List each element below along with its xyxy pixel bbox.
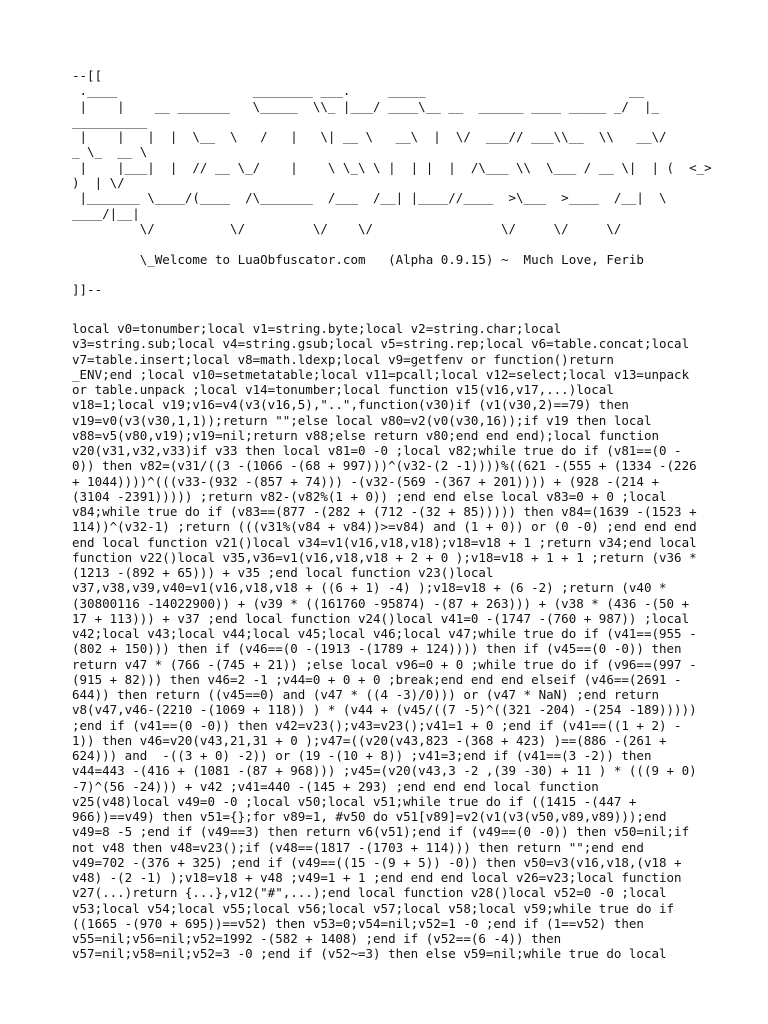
banner-line: |_______ \____/(____ /\_______ /___ /__| |____//____ >\___ >____ /__| \ [72, 190, 667, 206]
code-line: (802 + 150))) then if (v46==(0 -(1913 -(1789 + 124)))) then if (v45==(0 -0)) then [72, 641, 682, 657]
code-line: v18=1;local v19;v16=v4(v3(v16,5),"..",function(v30)if (v1(v30,2)==79) then [72, 397, 629, 413]
obfuscated-code-block [72, 321, 708, 962]
code-line: not v48 then v48=v23();if (v48==(1817 -(1703 + 114))) then return "";end end [72, 839, 644, 855]
banner-line: | |___| | // __ \_/ | \ \_\ \ | | | | /\___ \\ \___ / __ \| | ( <_> [72, 159, 712, 175]
code-line: v25(v48)local v49=0 -0 ;local v50;local v51;while true do if ((1415 -(447 + [72, 793, 637, 809]
code-line: return v47 * (766 -(745 + 21)) ;else local v96=0 + 0 ;while true do if (v96==(997 - [72, 656, 697, 672]
code-line: 644)) then return ((v45==0) and (v47 * ((4 -3)/0))) or (v47 * NaN) ;end return [72, 687, 659, 702]
code-line: v57=nil;v58=nil;v52=3 -0 ;end if (v52~=3) then else v59=nil;while true do local [72, 946, 667, 962]
banner-line: __________ [72, 113, 148, 129]
code-line: v37,v38,v39,v40=v1(v16,v18,v18 + ((6 + 1) -4) );v18=v18 + (6 -2) ;return (v40 * [72, 580, 667, 596]
code-line: (3104 -2391))))) ;return v82-(v82%(1 + 0)) ;end end else local v83=0 + 0 ;local [72, 488, 667, 504]
banner-line: .____ ________ ___. _____ __ [72, 83, 644, 99]
code-line: v48) -(2 -1) );v18=v18 + v48 ;v49=1 + 1 ;end end end local v26=v23;local function [72, 870, 682, 885]
code-line: ;end if (v41==(0 -0)) then v42=v23();v43=v23();v41=1 + 0 ;end if (v41==((1 + 2) - [72, 717, 682, 733]
code-line: 624))) and -((3 + 0) -2)) or (19 -(10 + 8)) ;v41=3;end if (v41==(3 -2)) then [72, 748, 652, 763]
code-line: 114))^(v32-1) ;return (((v31%(v84 + v84))>=v84) and (1 + 0)) or (0 -0) ;end end end [72, 519, 697, 535]
code-line: (30800116 -14022900)) + (v39 * ((161760 -95874) -(87 + 263))) + (v38 * (436 -(50 + [72, 595, 690, 611]
code-line: v44=443 -(416 + (1081 -(87 + 968))) ;v45=(v20(v43,3 -2 ,(39 -30) + 11 ) * (((9 + 0) [72, 763, 697, 779]
banner-line [72, 236, 712, 251]
code-line: v55=nil;v56=nil;v52=1992 -(582 + 1408) ;end if (v52==(6 -4)) then [72, 931, 562, 946]
code-line: or table.unpack ;local v14=tonumber;local function v15(v16,v17,...)local [72, 382, 614, 397]
code-line: function v22()local v35,v36=v1(v16,v18,v18 + 2 + 0 );v18=v18 + 1 + 1 ;return (v36 * [72, 549, 697, 565]
code-line: v84;while true do if (v83==(877 -(282 + (712 -(32 + 85))))) then v84=(1639 -(1523 + [72, 504, 697, 519]
banner-line: \/ \/ \/ \/ \/ \/ \/ [72, 220, 622, 236]
code-line: -7)^(56 -24))) + v42 ;v41=440 -(145 + 293) ;end end end local function [72, 778, 599, 794]
code-line: ((1665 -(970 + 695))==v52) then v53=0;v54=nil;v52=1 -0 ;end if (1==v52) then [72, 915, 644, 931]
code-line: v49=702 -(376 + 325) ;end if (v49==((15 -(9 + 5)) -0)) then v50=v3(v16,v18,(v18 + [72, 854, 682, 870]
banner-line: | | __ _______ \_____ \\_ |___/ ____\__ __ ______ ____ _____ _/ |_ [72, 98, 659, 114]
code-line: v27(...)return {...},v12("#",...);end local function v28()local v52=0 -0 ;local [72, 885, 667, 901]
code-line: (1213 -(892 + 65))) + v35 ;end local function v23()local [72, 565, 494, 580]
ascii-banner-comment [72, 68, 712, 297]
banner-line: --[[ [72, 68, 103, 83]
banner-line: \_Welcome to LuaObfuscator.com (Alpha 0.9.15) ~ Much Love, Ferib [72, 251, 644, 267]
code-line: v8(v47,v46-(2210 -(1069 + 118)) ) * (v44 + (v45/((7 -5)^((321 -204) -(254 -189))))) [72, 702, 697, 718]
code-line: v53;local v54;local v55;local v56;local v57;local v58;local v59;while true do if [72, 900, 675, 916]
code-line: v3=string.sub;local v4=string.gsub;local v5=string.rep;local v6=table.concat;local [72, 336, 690, 352]
banner-line [72, 267, 712, 282]
banner-line: ) | \/ [72, 175, 125, 191]
code-line: _ENV;end ;local v10=setmetatable;local v11=pcall;local v12=select;local v13=unpack [72, 366, 690, 382]
code-line: v42;local v43;local v44;local v45;local v46;local v47;while true do if (v41==(955 - [72, 626, 697, 641]
code-line: v19=v0(v3(v30,1,1));return "";else local v80=v2(v0(v30,16));if v19 then local [72, 412, 652, 428]
code-line: v88=v5(v80,v19);v19=nil;return v88;else return v80;end end end);local function [72, 427, 659, 443]
banner-line: ____/|__| [72, 205, 140, 221]
banner-line: _ \_ __ \ [72, 144, 148, 160]
code-line: local v0=tonumber;local v1=string.byte;local v2=string.char;local [72, 321, 562, 336]
code-line: 1)) then v46=v20(v43,21,31 + 0 );v47=((v20(v43,823 -(368 + 423) )==(886 -(261 + [72, 732, 667, 748]
code-line: v20(v31,v32,v33)if v33 then local v81=0 -0 ;local v82;while true do if (v81==(0 - [72, 443, 682, 458]
code-line: end local function v21()local v34=v1(v16,v18,v18);v18=v18 + 1 ;return v34;end local [72, 534, 697, 550]
banner-line: | | | | \__ \ / | \| __ \ __\ | \/ ___// ___\\__ \\ __\/ [72, 129, 667, 145]
code-line: v7=table.insert;local v8=math.ldexp;local v9=getfenv or function()return [72, 351, 614, 367]
code-line: v49=8 -5 ;end if (v49==3) then return v6(v51);end if (v49==(0 -0)) then v50=nil;if [72, 824, 690, 840]
code-line: (915 + 82))) then v46=2 -1 ;v44=0 + 0 + 0 ;break;end end end elseif (v46==(2691 - [72, 671, 682, 687]
code-line: 966))==v49) then v51={};for v89=1, #v50 do v51[v89]=v2(v1(v3(v50,v89,v89)));end [72, 809, 667, 824]
code-line: 17 + 113))) + v37 ;end local function v24()local v41=0 -(1747 -(760 + 987)) ;local [72, 610, 690, 626]
code-line: + 1044))))^(((v33-(932 -(857 + 74))) -(v32-(569 -(367 + 201)))) + (928 -(214 + [72, 473, 659, 489]
code-line: 0)) then v82=(v31/((3 -(1066 -(68 + 997)))^(v32-(2 -1))))%((621 -(555 + (1334 -(226 [72, 458, 697, 474]
banner-line: ]]-- [72, 282, 103, 298]
